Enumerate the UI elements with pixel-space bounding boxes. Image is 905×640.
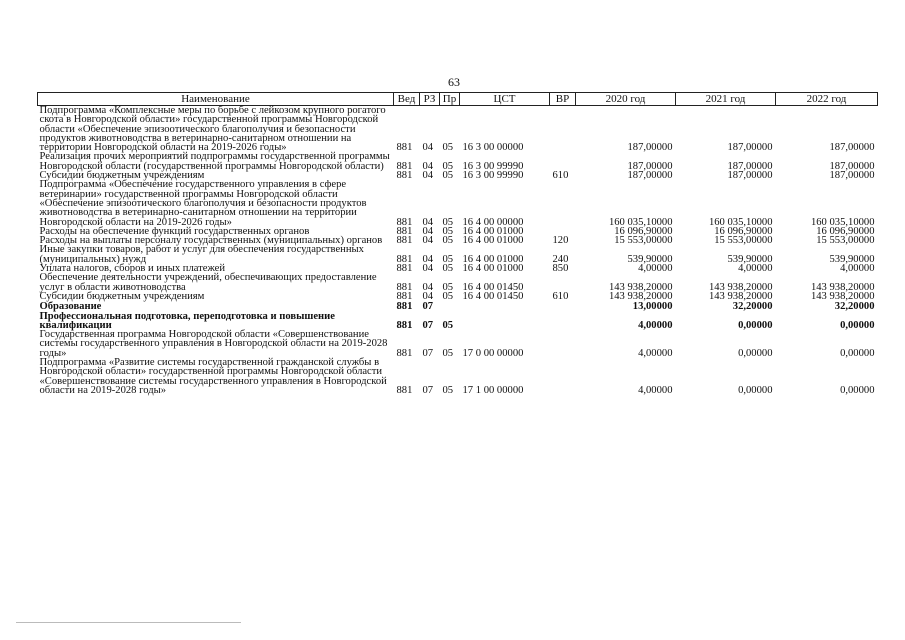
row-vr: 610	[552, 170, 569, 182]
row-amount-2022: 187,00000	[829, 170, 875, 182]
row-vr	[550, 180, 576, 226]
row-rz: 07	[422, 301, 434, 313]
row-rz: 04	[422, 142, 434, 154]
row-rz: 07	[422, 319, 434, 331]
row-cst: 16 4 00 01000	[462, 253, 524, 265]
row-rz: 04	[422, 225, 434, 237]
row-amount-2020: 4,00000	[638, 347, 673, 359]
table-row	[38, 292, 878, 301]
row-amount-2020: 160 035,10000	[608, 216, 673, 228]
row-vr	[550, 312, 576, 331]
row-amount-2020: 4,00000	[638, 319, 673, 331]
row-amount-2022: 187,00000	[829, 142, 875, 154]
row-pr: 05	[442, 216, 454, 228]
row-name: Иные закупки товаров, работ и услуг для обеспечения государственных (муниципальных) нужд	[39, 244, 364, 265]
row-pr: 05	[442, 170, 454, 182]
footer-divider	[16, 622, 241, 623]
table-header	[38, 93, 878, 106]
row-name: Подпрограмма «Развитие системы государственной гражданской службы в Новгородской области» государственной программы Новгородской области «Совершенствование системы государственного управления в Новгородской области на 2019-2028 годы»	[39, 357, 387, 396]
row-ved: 881	[396, 235, 413, 247]
row-amount-2022: 539,90000	[829, 253, 875, 265]
table-row	[38, 245, 878, 264]
row-vr	[550, 273, 576, 292]
row-pr: 05	[442, 142, 454, 154]
row-amount-2021: 187,00000	[727, 170, 773, 182]
header-vr: ВР	[550, 93, 576, 106]
row-name: Образование	[39, 301, 102, 313]
header-cst: ЦСТ	[460, 93, 550, 106]
row-rz: 04	[422, 290, 434, 302]
row-cst	[460, 312, 550, 331]
row-amount-2021: 15 553,00000	[714, 235, 773, 247]
row-amount-2020: 143 938,20000	[608, 281, 673, 293]
row-amount-2021: 32,20000	[732, 301, 773, 313]
row-pr: 05	[442, 235, 454, 247]
header-pr: Пр	[440, 93, 460, 106]
row-amount-2022: 4,00000	[840, 263, 875, 275]
row-pr: 05	[442, 253, 454, 265]
row-pr: 05	[442, 319, 454, 331]
row-vr: 240	[552, 253, 569, 265]
header-name: Наименование	[38, 93, 394, 106]
row-amount-2021: 16 096,90000	[714, 225, 773, 237]
header-2021: 2021 год	[676, 93, 776, 106]
row-rz: 04	[422, 263, 434, 275]
row-name: Уплата налогов, сборов и иных платежей	[39, 263, 226, 275]
row-pr: 05	[442, 263, 454, 275]
table-body	[38, 106, 878, 396]
row-amount-2021: 0,00000	[738, 347, 773, 359]
header-ved: Вед	[394, 93, 420, 106]
row-name: Подпрограмма «Обеспечение государственного управления в сфере ветеринарии» государственной программы Новгородской области «Обеспечение эпизоотического благополучия и безопасности продуктов животноводства в ветеринарно-санитарном отношении на территории Новгородской области на 2019-2026 годы»	[39, 179, 367, 228]
row-amount-2022: 143 938,20000	[810, 290, 875, 302]
row-pr: 05	[442, 160, 454, 172]
row-amount-2022: 0,00000	[840, 347, 875, 359]
row-ved: 881	[396, 160, 413, 172]
row-amount-2021: 160 035,10000	[708, 216, 773, 228]
row-name: Субсидии бюджетным учреждениям	[39, 290, 205, 302]
row-amount-2020: 16 096,90000	[614, 225, 673, 237]
row-ved: 881	[396, 216, 413, 228]
row-amount-2020: 4,00000	[638, 384, 673, 396]
row-cst: 16 4 00 01000	[462, 225, 524, 237]
row-vr	[550, 301, 576, 311]
row-cst: 16 4 00 01000	[462, 263, 524, 275]
row-ved: 881	[396, 225, 413, 237]
row-vr: 120	[552, 235, 569, 247]
row-vr	[550, 358, 576, 395]
row-cst: 16 4 00 00000	[462, 216, 524, 228]
row-pr	[440, 301, 460, 311]
row-cst: 17 1 00 00000	[462, 384, 524, 396]
row-rz: 07	[422, 384, 434, 396]
row-rz: 04	[422, 216, 434, 228]
row-amount-2021: 539,90000	[727, 253, 773, 265]
row-name: Подпрограмма «Комплексные меры по борьбе с лейкозом крупного рогатого скота в Новгородской области» государственной программы Новгородской области «Обеспечение эпизоотического благополучия и безопасности продуктов животноводства в ветеринарно-санитарном отношении на территории Новгородской области на 2019-2026 годы»	[39, 105, 386, 154]
row-amount-2022: 15 553,00000	[816, 235, 875, 247]
row-amount-2020: 143 938,20000	[608, 290, 673, 302]
table-row	[38, 180, 878, 226]
header-2020: 2020 год	[576, 93, 676, 106]
table-row	[38, 106, 878, 153]
row-amount-2022: 0,00000	[840, 384, 875, 396]
row-cst: 16 3 00 99990	[462, 160, 524, 172]
row-cst: 16 4 00 01450	[462, 281, 524, 293]
row-ved: 881	[396, 301, 413, 313]
row-name: Профессиональная подготовка, переподготовка и повышение квалификации	[39, 310, 335, 331]
row-rz: 07	[422, 347, 434, 359]
row-pr: 05	[442, 281, 454, 293]
row-name: Субсидии бюджетным учреждениям	[39, 170, 205, 182]
row-amount-2020: 13,00000	[632, 301, 673, 313]
row-name: Расходы на выплаты персоналу государственных (муниципальных) органов	[39, 235, 383, 247]
table-section-row	[38, 301, 878, 311]
row-name: Обеспечение деятельности учреждений, обеспечивающих предоставление услуг в области животноводства	[39, 272, 377, 293]
row-name: Государственная программа Новгородской области «Совершенствование системы государственного управления в Новгородской области на 2019-2028 годы»	[39, 329, 388, 359]
row-cst: 17 0 00 00000	[462, 347, 524, 359]
table-section-row	[38, 312, 878, 331]
row-amount-2020: 539,90000	[627, 253, 673, 265]
row-rz: 04	[422, 235, 434, 247]
row-rz: 04	[422, 170, 434, 182]
row-ved: 881	[396, 384, 413, 396]
row-vr: 850	[552, 263, 569, 275]
header-row	[38, 93, 878, 106]
table-row	[38, 358, 878, 395]
row-ved: 881	[396, 170, 413, 182]
budget-table	[37, 92, 878, 395]
row-amount-2022: 16 096,90000	[816, 225, 875, 237]
row-cst	[460, 301, 550, 311]
row-vr: 610	[552, 290, 569, 302]
row-amount-2021: 187,00000	[727, 160, 773, 172]
row-rz: 04	[422, 253, 434, 265]
row-amount-2020: 187,00000	[627, 160, 673, 172]
row-amount-2020: 187,00000	[627, 170, 673, 182]
row-amount-2020: 4,00000	[638, 263, 673, 275]
row-amount-2020: 187,00000	[627, 142, 673, 154]
row-ved: 881	[396, 142, 413, 154]
row-amount-2020: 15 553,00000	[614, 235, 673, 247]
row-cst: 16 3 00 00000	[462, 142, 524, 154]
row-cst: 16 4 00 01450	[462, 290, 524, 302]
row-amount-2021: 0,00000	[738, 319, 773, 331]
row-ved: 881	[396, 290, 413, 302]
row-ved: 881	[396, 319, 413, 331]
row-pr: 05	[442, 225, 454, 237]
row-amount-2021: 0,00000	[738, 384, 773, 396]
row-amount-2022: 32,20000	[834, 301, 875, 313]
row-amount-2022: 0,00000	[840, 319, 875, 331]
row-rz: 04	[422, 281, 434, 293]
row-ved: 881	[396, 347, 413, 359]
row-pr: 05	[442, 347, 454, 359]
row-cst: 16 3 00 99990	[462, 170, 524, 182]
row-amount-2021: 143 938,20000	[708, 290, 773, 302]
table-row	[38, 330, 878, 358]
row-amount-2021: 143 938,20000	[708, 281, 773, 293]
row-cst: 16 4 00 01000	[462, 235, 524, 247]
row-pr: 05	[442, 290, 454, 302]
row-amount-2022: 187,00000	[829, 160, 875, 172]
row-vr	[550, 106, 576, 153]
row-name: Расходы на обеспечение функций государственных органов	[39, 225, 310, 237]
row-ved: 881	[396, 263, 413, 275]
row-amount-2021: 187,00000	[727, 142, 773, 154]
row-amount-2022: 143 938,20000	[810, 281, 875, 293]
row-name: Реализация прочих мероприятий подпрограммы государственной программы Новгородской области (государственной программы Новгородской области)	[39, 151, 390, 172]
row-ved: 881	[396, 281, 413, 293]
table-row	[38, 152, 878, 171]
row-vr	[550, 330, 576, 358]
header-2022: 2022 год	[776, 93, 878, 106]
row-amount-2021: 4,00000	[738, 263, 773, 275]
header-rz: РЗ	[420, 93, 440, 106]
row-vr	[550, 152, 576, 171]
page-number: 63	[448, 75, 460, 89]
table-row	[38, 273, 878, 292]
row-pr: 05	[442, 384, 454, 396]
row-ved: 881	[396, 253, 413, 265]
row-rz: 04	[422, 160, 434, 172]
row-amount-2022: 160 035,10000	[810, 216, 875, 228]
